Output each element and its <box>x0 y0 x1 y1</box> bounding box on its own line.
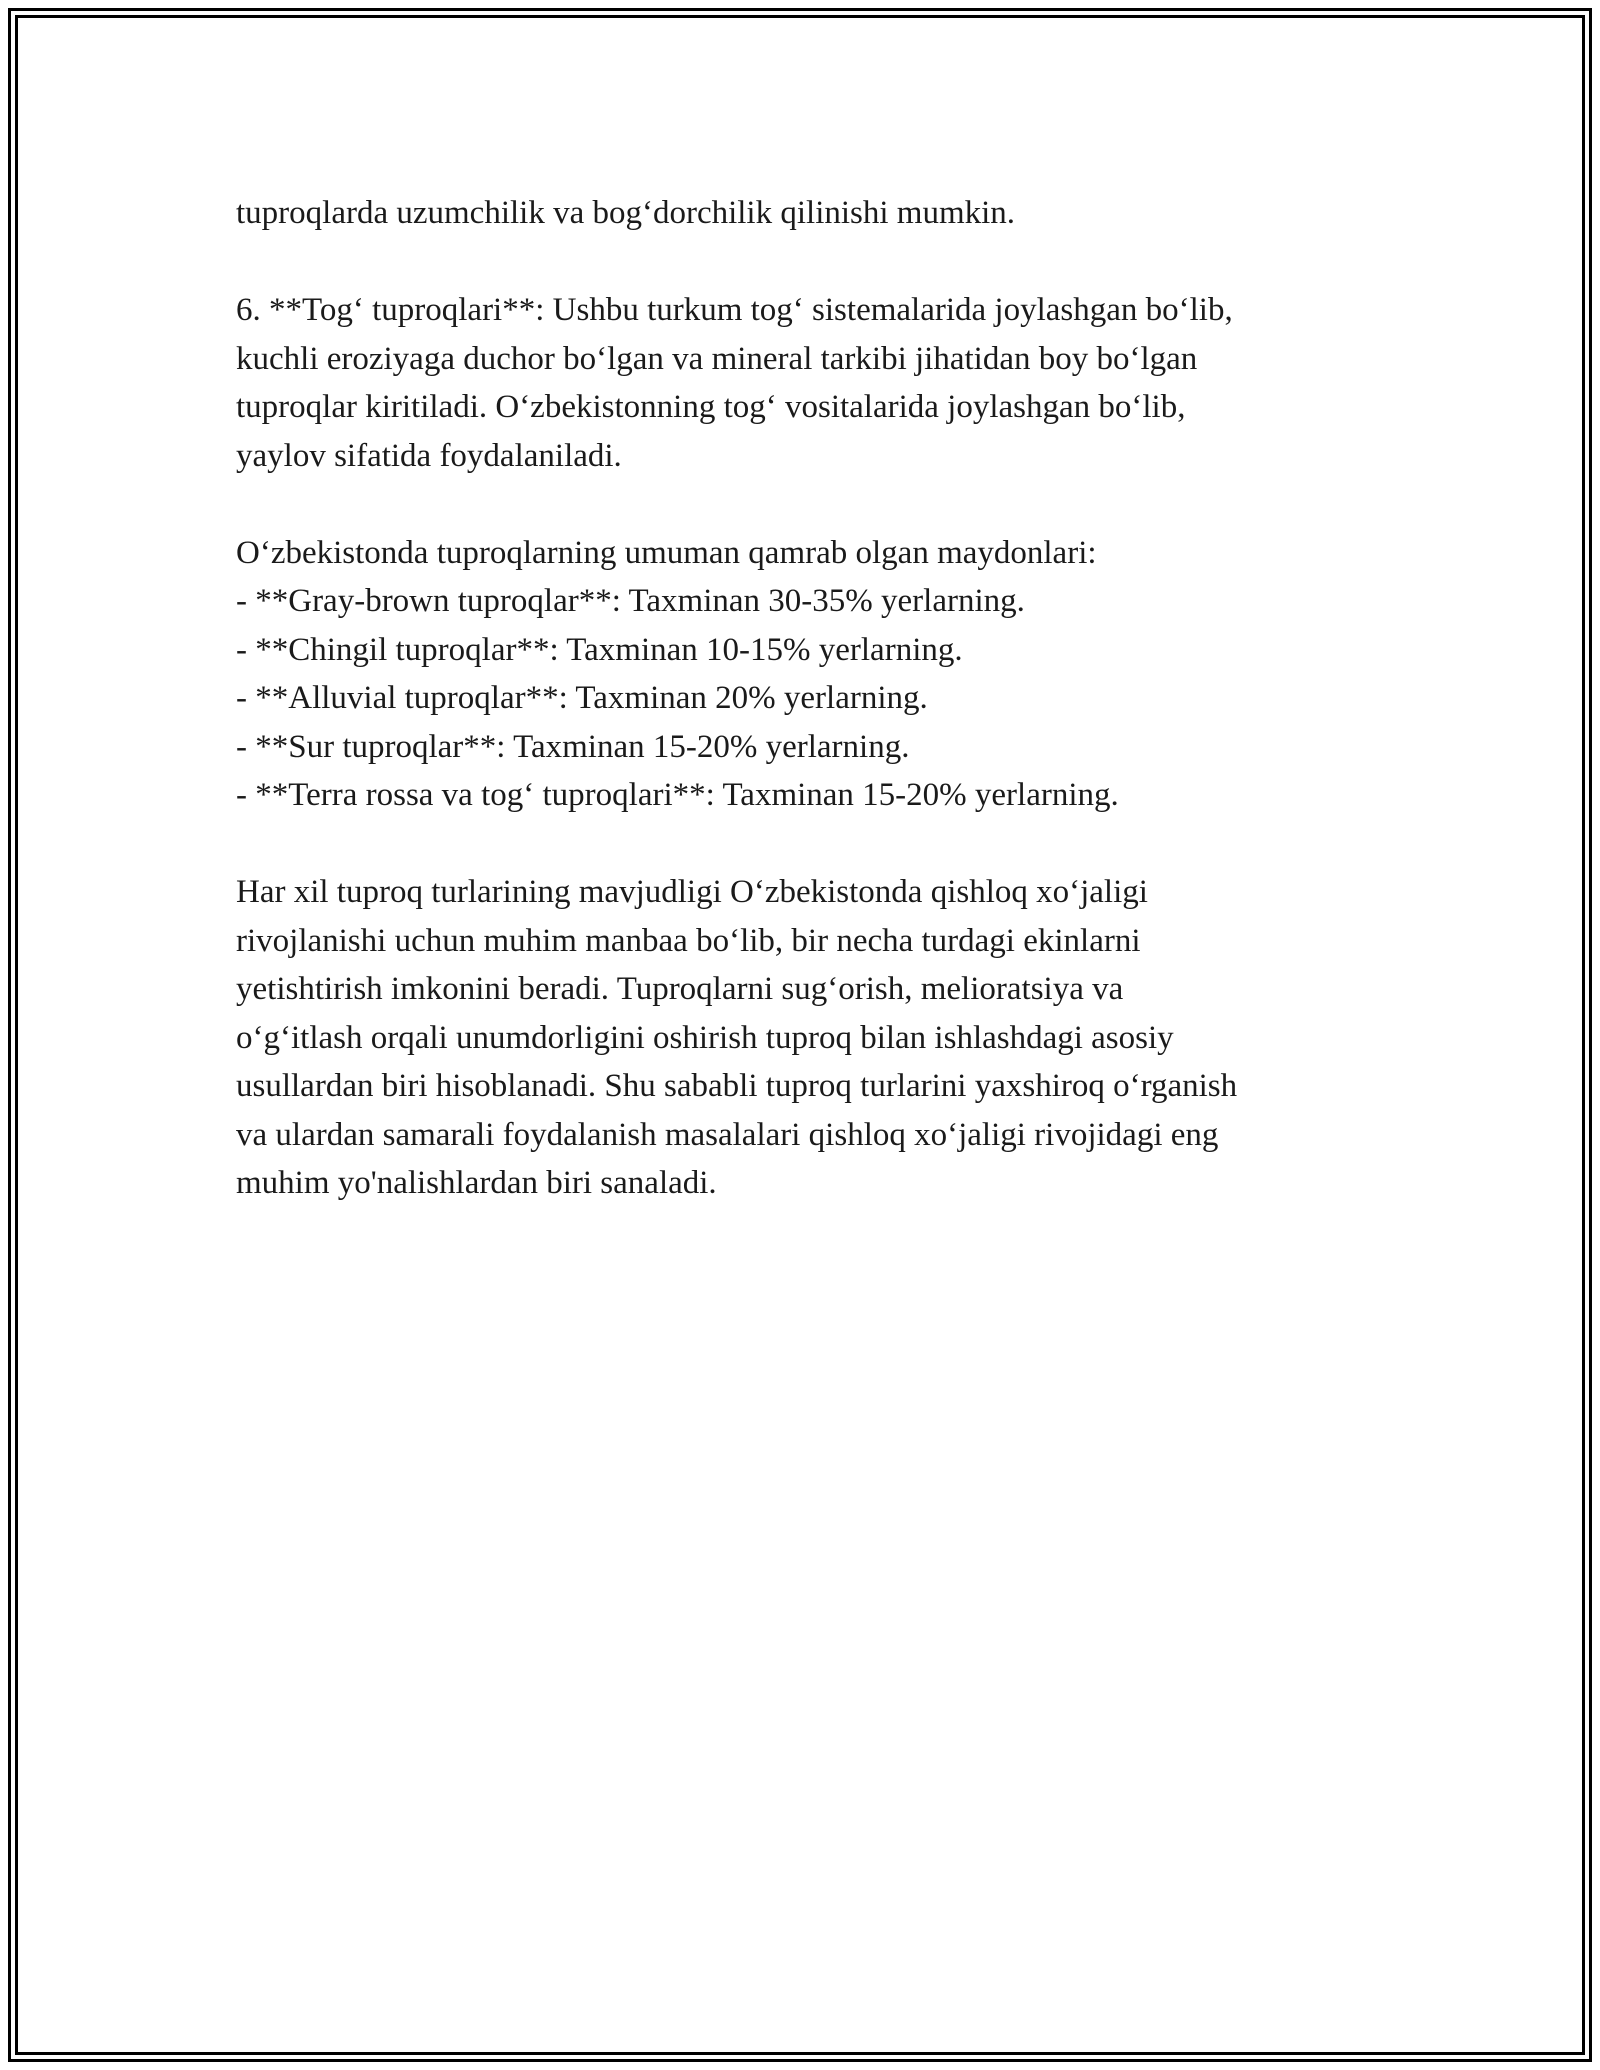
text-line: o‘g‘itlash orqali unumdorligini oshirish tuproq bilan ishlashdagi asosiy <box>236 1019 1174 1056</box>
text-line: yaylov sifatida foydalaniladi. <box>236 437 622 474</box>
paragraph-mountain-soils <box>236 286 1376 480</box>
text-line: muhim yo'nalishlardan biri sanaladi. <box>236 1165 717 1201</box>
text-line: rivojlanishi uchun muhim manbaa bo‘lib, bir necha turdagi ekinlarni <box>236 922 1141 959</box>
coverage-intro: O‘zbekistonda tuproqlarning umuman qamrab olgan maydonlari: <box>236 534 1097 571</box>
paragraph-gap <box>236 820 1376 869</box>
coverage-list-item: - **Terra rossa va tog‘ tuproqlari**: Taxminan 15-20% yerlarning. <box>236 777 1119 813</box>
paragraph-continuation <box>236 189 1376 238</box>
text-line: kuchli eroziyaga duchor bo‘lgan va mineral tarkibi jihatidan boy bo‘lgan <box>236 340 1198 377</box>
coverage-list-item: - **Chingil tuproqlar**: Taxminan 10-15% yerlarning. <box>236 631 963 668</box>
paragraph-conclusion <box>236 868 1376 1208</box>
paragraph-gap <box>236 238 1376 287</box>
text-line: va ulardan samarali foydalanish masalalari qishloq xo‘jaligi rivojidagi eng <box>236 1116 1219 1153</box>
text-line: tuproqlar kiritiladi. O‘zbekistonning tog‘ vositalarida joylashgan bo‘lib, <box>236 389 1186 425</box>
coverage-list-item: - **Sur tuproqlar**: Taxminan 15-20% yerlarning. <box>236 728 910 765</box>
coverage-list-item: - **Gray-brown tuproqlar**: Taxminan 30-35% yerlarning. <box>236 583 1025 619</box>
text-line: 6. **Tog‘ tuproqlari**: Ushbu turkum tog‘ sistemalarida joylashgan bo‘lib, <box>236 292 1233 328</box>
coverage-list-item: - **Alluvial tuproqlar**: Taxminan 20% yerlarning. <box>236 680 928 716</box>
paragraph-gap <box>236 480 1376 529</box>
text-line: Har xil tuproq turlarining mavjudligi O‘zbekistonda qishloq xo‘jaligi <box>236 874 1148 910</box>
text-line: usullardan biri hisoblanadi. Shu sababli tuproq turlarini yaxshiroq o‘rganish <box>236 1068 1238 1104</box>
text-line: yetishtirish imkonini beradi. Tuproqlarni sug‘orish, melioratsiya va <box>236 971 1124 1007</box>
document-body <box>236 189 1376 1208</box>
text-line: tuproqlarda uzumchilik va bog‘dorchilik qilinishi mumkin. <box>236 195 1016 231</box>
coverage-section <box>236 529 1376 820</box>
